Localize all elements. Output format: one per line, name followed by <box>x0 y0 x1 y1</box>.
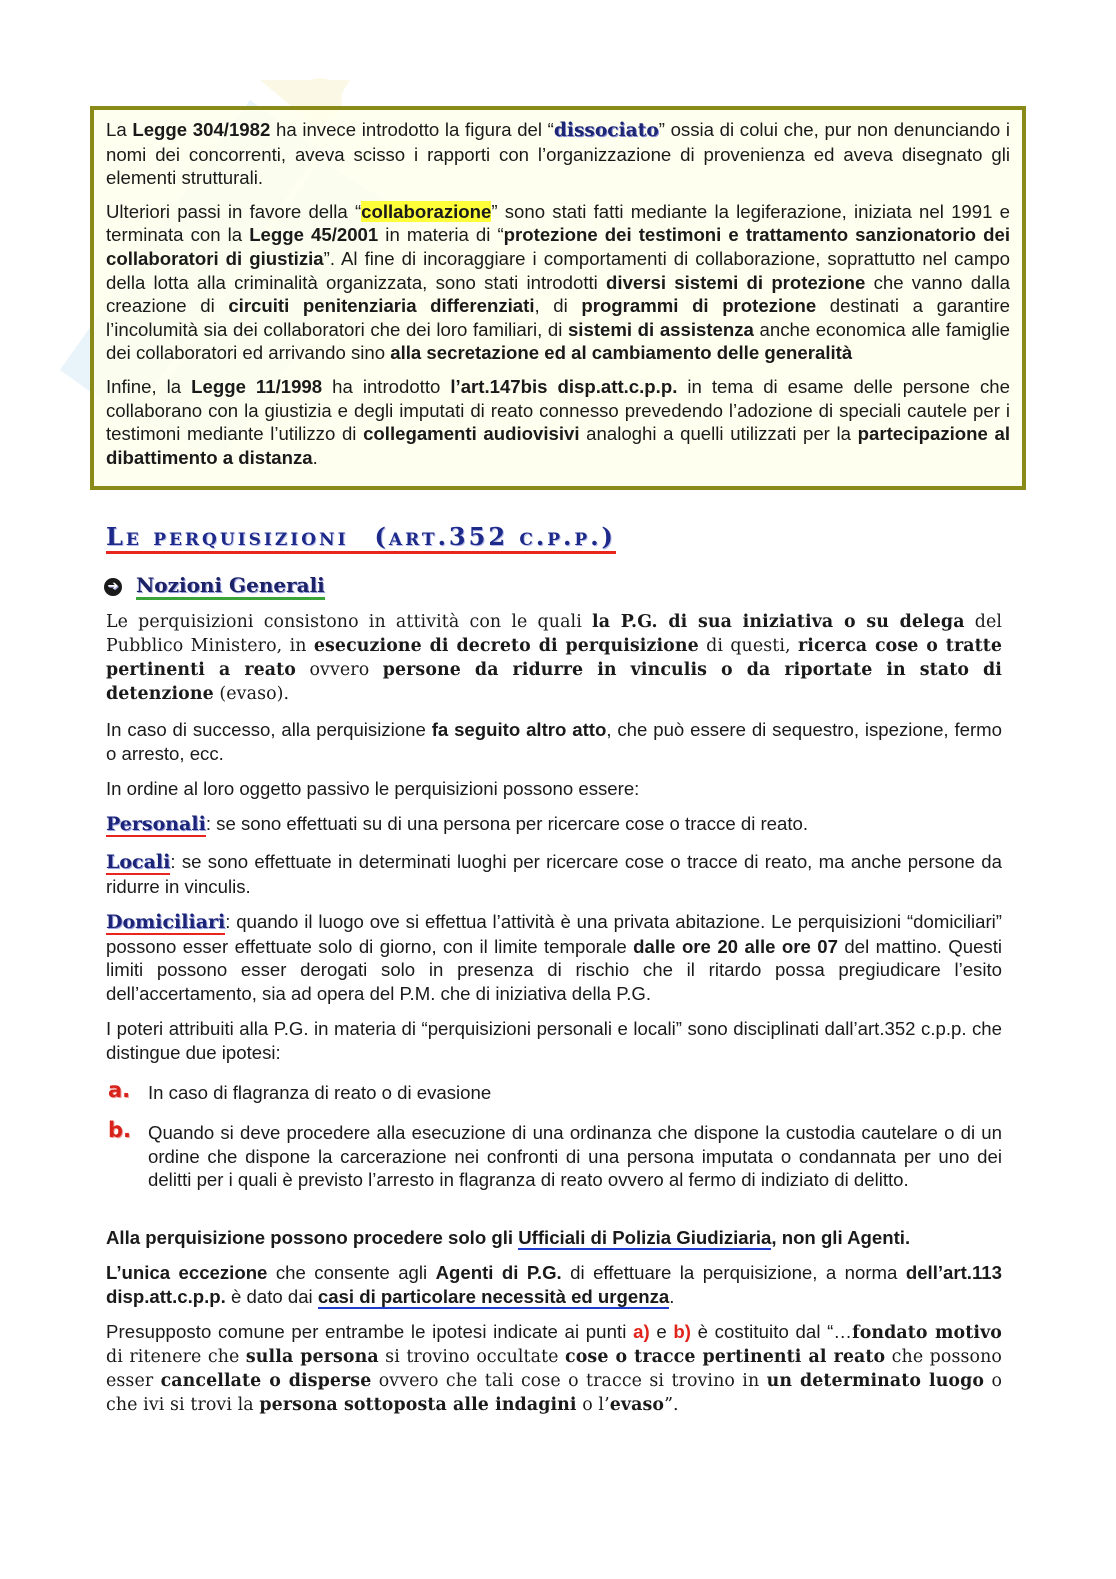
highlight-box <box>90 106 1026 490</box>
arrow-bullet-icon: ➔ <box>104 578 122 596</box>
success-paragraph: In caso di successo, alla perquisizione fa seguito altro atto, che può essere di sequestro, ispezione, fermo o arresto, ecc. <box>106 719 1002 764</box>
type-personali: Personali: se sono effettuati su di una persona per ricercare cose o tracce di reato. <box>106 813 809 835</box>
letter-a: a. <box>108 1078 131 1102</box>
eccezione-paragraph: L’unica eccezione che consente agli Agenti di P.G. di effettuare la perquisizione, a norma dell’art.113 disp.att.c.p.p. è dato dai casi di particolare necessità ed urgenza. <box>106 1262 1002 1307</box>
ordine-paragraph: In ordine al loro oggetto passivo le perquisizioni possono essere: <box>106 778 640 799</box>
ipotesi-b: Quando si deve procedere alla esecuzione di una ordinanza che dispone la custodia cautelare o di un ordine che dispone la carcerazione nei confronti di una persona imputata o condannata per uno dei delitti per i quali è previsto l’arresto in flagranza di reato ovvero al fermo di indiziato di delitto. <box>148 1122 1002 1191</box>
presupposto-paragraph: Presupposto comune per entrambe le ipotesi indicate ai punti a) e b) è costituito dal “…fondato motivo di ritenere che sulla persona si trovino occultate cose o tracce pertinenti al reato che possono esser cancellate o disperse ovvero che tali cose o tracce si trovino in un determinato luogo o che ivi si trovi la persona sottoposta alle indagini o l’evaso”. <box>106 1321 1003 1415</box>
term-dissociato: dissociato <box>553 120 659 141</box>
section-title: Le perquisizioni (art.352 c.p.p.) <box>106 522 616 554</box>
subsection-heading: ➔ Nozioni Generali <box>104 573 325 597</box>
box-paragraph-3: Infine, la Legge 11/1998 ha introdotto l’art.147bis disp.att.c.p.p. in tema di esame delle persone che collaborano con la giustizia e degli imputati di reato connesso prevedendo l’adozione di speciali cautele per i testimoni mediante l’utilizzo di collegamenti audiovisivi analoghi a quelli utilizzati per la partecipazione al dibattimento a distanza. <box>106 375 1011 468</box>
box-paragraph-1: La Legge 304/1982 ha invece introdotto la figura del “dissociato” ossia di colui che, pur non denunciando i nomi dei concorrenti, aveva scisso i rapporti con l’organizzazione di provenienza ed aveva disegnato gli elementi strutturali. <box>106 119 1010 189</box>
poteri-paragraph: I poteri attribuiti alla P.G. in materia di “perquisizioni personali e locali” sono disciplinati dall’art.352 c.p.p. che distingue due ipotesi: <box>106 1018 1002 1063</box>
letter-b: b. <box>108 1118 132 1142</box>
type-locali: Locali: se sono effettuate in determinati luoghi per ricercare cose o tracce di reato, ma anche persone da ridurre in vinculis. <box>106 851 1002 897</box>
ipotesi-a: In caso di flagranza di reato o di evasione <box>148 1082 492 1103</box>
type-domiciliari: Domiciliari: quando il luogo ove si effettua l’attività è una privata abitazione. Le perquisizioni “domiciliari” possono esser effettuate solo di giorno, con il limite temporale dalle ore 20 alle ore 07 del mattino. Questi limiti possono esser derogati solo in presenza di rischio che il ritardo possa pregiudicare l’esito dell’accertamento, sia ad opera del P.M. che di iniziativa della P.G. <box>106 911 1003 1004</box>
box-paragraph-2: Ulteriori passi in favore della “collaborazione” sono stati fatti mediante la legiferazione, iniziata nel 1991 e terminata con la Legge 45/2001 in materia di “protezione dei testimoni e trattamento sanzionatorio dei collaboratori di giustizia”. Al fine di incoraggiare i comportamenti di collaborazione, soprattutto nel campo della lotta alla criminalità organizzata, sono stati introdotti diversi sistemi di protezione che vanno dalla creazione di circuiti penitenziaria differenziati, di programmi di protezione destinati a garantire l’incolumità sia dei collaboratori che dei loro familiari, di sistemi di assistenza anche economica alle famiglie dei collaboratori ed arrivando sino alla secretazione ed al cambiamento delle generalità <box>106 200 1011 364</box>
solo-paragraph: Alla perquisizione possono procedere solo gli Ufficiali di Polizia Giudiziaria, non gli Agenti. <box>106 1227 911 1248</box>
intro-paragraph: Le perquisizioni consistono in attività con le quali la P.G. di sua iniziativa o su delega del Pubblico Ministero, in esecuzione di decreto di perquisizione di questi, ricerca cose o tratte pertinenti a reato ovvero persone da ridurre in vinculis o da riportate in stato di detenzione (evaso). <box>106 612 1002 704</box>
